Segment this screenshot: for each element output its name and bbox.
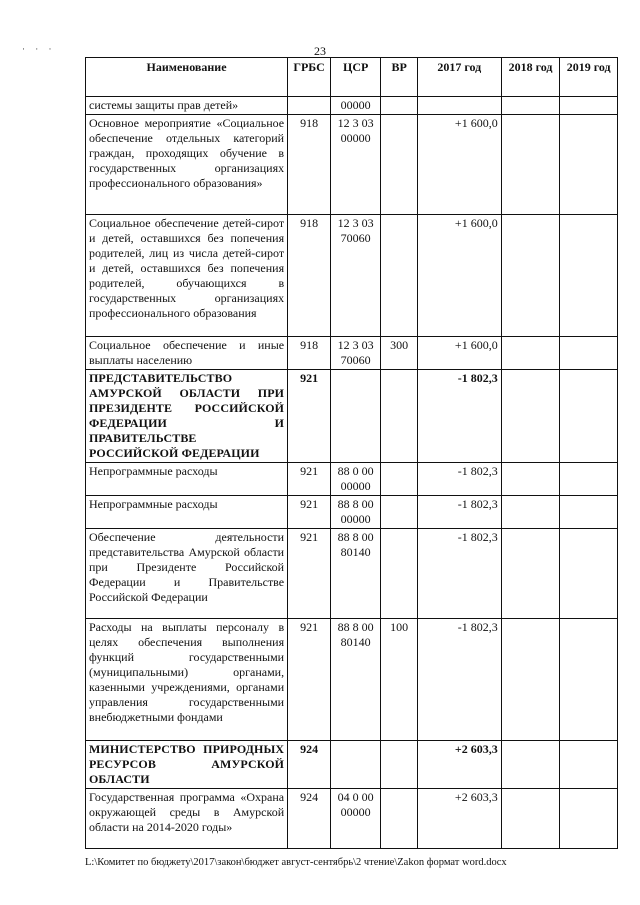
- cell-y2018: [501, 741, 560, 789]
- cell-name: МИНИСТЕРСТВО ПРИРОДНЫХ РЕСУРСОВ АМУРСКОЙ ОБЛАСТИ: [86, 741, 288, 789]
- cell-y2019: [560, 463, 618, 496]
- table-row: [86, 463, 618, 496]
- cell-y2018: [501, 529, 560, 619]
- cell-y2019: [560, 370, 618, 463]
- cell-y2019: [560, 529, 618, 619]
- header-csr: ЦСР: [331, 58, 381, 97]
- table-row: [86, 529, 618, 619]
- cell-name: Расходы на выплаты персоналу в целях обеспечения выполнения функций государственными (муниципальными) органами, казенными учреждениями, органами управления государственными внебюджетными фондами: [86, 619, 288, 741]
- cell-vr: 300: [381, 337, 418, 370]
- cell-vr: [381, 370, 418, 463]
- cell-csr: [331, 741, 381, 789]
- header-2017: 2017 год: [417, 58, 501, 97]
- cell-y2018: [501, 97, 560, 115]
- cell-grbs: 918: [288, 337, 331, 370]
- cell-vr: [381, 115, 418, 215]
- cell-y2017: [417, 97, 501, 115]
- cell-csr: 88 0 00 00000: [331, 463, 381, 496]
- cell-name: Социальное обеспечение и иные выплаты населению: [86, 337, 288, 370]
- header-name: Наименование: [86, 58, 288, 97]
- cell-y2017: -1 802,3: [417, 463, 501, 496]
- cell-grbs: 918: [288, 215, 331, 337]
- cell-y2017: +1 600,0: [417, 337, 501, 370]
- cell-y2018: [501, 370, 560, 463]
- cell-vr: 100: [381, 619, 418, 741]
- cell-csr: 88 8 00 80140: [331, 529, 381, 619]
- cell-csr: 12 3 03 70060: [331, 215, 381, 337]
- cell-vr: [381, 463, 418, 496]
- cell-y2019: [560, 619, 618, 741]
- cell-y2019: [560, 337, 618, 370]
- cell-y2018: [501, 115, 560, 215]
- table-header-row: [86, 58, 618, 97]
- cell-y2017: +1 600,0: [417, 115, 501, 215]
- cell-grbs: 921: [288, 370, 331, 463]
- cell-y2017: -1 802,3: [417, 529, 501, 619]
- cell-csr: 12 3 03 70060: [331, 337, 381, 370]
- table-body: [86, 97, 618, 849]
- page-number: 23: [314, 44, 326, 58]
- cell-y2018: [501, 619, 560, 741]
- table-section-row: [86, 370, 618, 463]
- cell-y2019: [560, 115, 618, 215]
- cell-y2018: [501, 337, 560, 370]
- table-row: [86, 215, 618, 337]
- cell-y2019: [560, 741, 618, 789]
- cell-y2017: -1 802,3: [417, 370, 501, 463]
- header-grbs: ГРБС: [288, 58, 331, 97]
- cell-grbs: 924: [288, 741, 331, 789]
- cell-name: Непрограммные расходы: [86, 463, 288, 496]
- cell-y2018: [501, 215, 560, 337]
- header-vr: ВР: [381, 58, 418, 97]
- cell-y2018: [501, 789, 560, 849]
- file-path-footer: L:\Комитет по бюджету\2017\закон\бюджет август-сентябрь\2 чтение\Zakon формат word.docx: [85, 857, 507, 868]
- cell-grbs: 921: [288, 529, 331, 619]
- cell-csr: 88 8 00 80140: [331, 619, 381, 741]
- cell-grbs: 921: [288, 496, 331, 529]
- cell-csr: 04 0 00 00000: [331, 789, 381, 849]
- cell-name: Государственная программа «Охрана окружающей среды в Амурской области на 2014-2020 годы»: [86, 789, 288, 849]
- scan-marks: · · ·: [22, 44, 56, 54]
- table-row: [86, 97, 618, 115]
- cell-name: Непрограммные расходы: [86, 496, 288, 529]
- cell-vr: [381, 741, 418, 789]
- cell-grbs: 921: [288, 463, 331, 496]
- cell-grbs: 924: [288, 789, 331, 849]
- cell-grbs: [288, 97, 331, 115]
- cell-y2019: [560, 789, 618, 849]
- cell-name: ПРЕДСТАВИТЕЛЬСТВО АМУРСКОЙ ОБЛАСТИ ПРИ ПРЕЗИДЕНТЕ РОССИЙСКОЙ ФЕДЕРАЦИИ И ПРАВИТЕЛЬСТВЕ РОССИЙСКОЙ ФЕДЕРАЦИИ: [86, 370, 288, 463]
- header-2018: 2018 год: [501, 58, 560, 97]
- cell-y2017: +1 600,0: [417, 215, 501, 337]
- cell-csr: [331, 370, 381, 463]
- table-row: [86, 337, 618, 370]
- cell-y2017: +2 603,3: [417, 741, 501, 789]
- table-section-row: [86, 741, 618, 789]
- cell-vr: [381, 789, 418, 849]
- cell-csr: 12 3 03 00000: [331, 115, 381, 215]
- cell-vr: [381, 97, 418, 115]
- cell-grbs: 918: [288, 115, 331, 215]
- cell-y2019: [560, 97, 618, 115]
- table-row: [86, 115, 618, 215]
- cell-y2019: [560, 215, 618, 337]
- cell-y2017: +2 603,3: [417, 789, 501, 849]
- cell-name: Социальное обеспечение детей-сирот и детей, оставшихся без попечения родителей, лиц из числа детей-сирот и детей, оставшихся без попечения родителей, обучающихся в государственных организациях профессионального образования: [86, 215, 288, 337]
- cell-y2018: [501, 496, 560, 529]
- cell-y2017: -1 802,3: [417, 619, 501, 741]
- table-row: [86, 789, 618, 849]
- cell-name: системы защиты прав детей»: [86, 97, 288, 115]
- cell-csr: 88 8 00 00000: [331, 496, 381, 529]
- cell-y2018: [501, 463, 560, 496]
- table-row: [86, 496, 618, 529]
- table-row: [86, 619, 618, 741]
- cell-vr: [381, 215, 418, 337]
- cell-grbs: 921: [288, 619, 331, 741]
- cell-vr: [381, 496, 418, 529]
- cell-y2017: -1 802,3: [417, 496, 501, 529]
- cell-name: Обеспечение деятельности представительства Амурской области при Президенте Российской Федерации и Правительстве Российской Федерации: [86, 529, 288, 619]
- header-2019: 2019 год: [560, 58, 618, 97]
- budget-table: [85, 57, 618, 849]
- cell-name: Основное мероприятие «Социальное обеспечение отдельных категорий граждан, проходящих обучение в государственных организациях профессионального образования»: [86, 115, 288, 215]
- cell-csr: 00000: [331, 97, 381, 115]
- cell-y2019: [560, 496, 618, 529]
- cell-vr: [381, 529, 418, 619]
